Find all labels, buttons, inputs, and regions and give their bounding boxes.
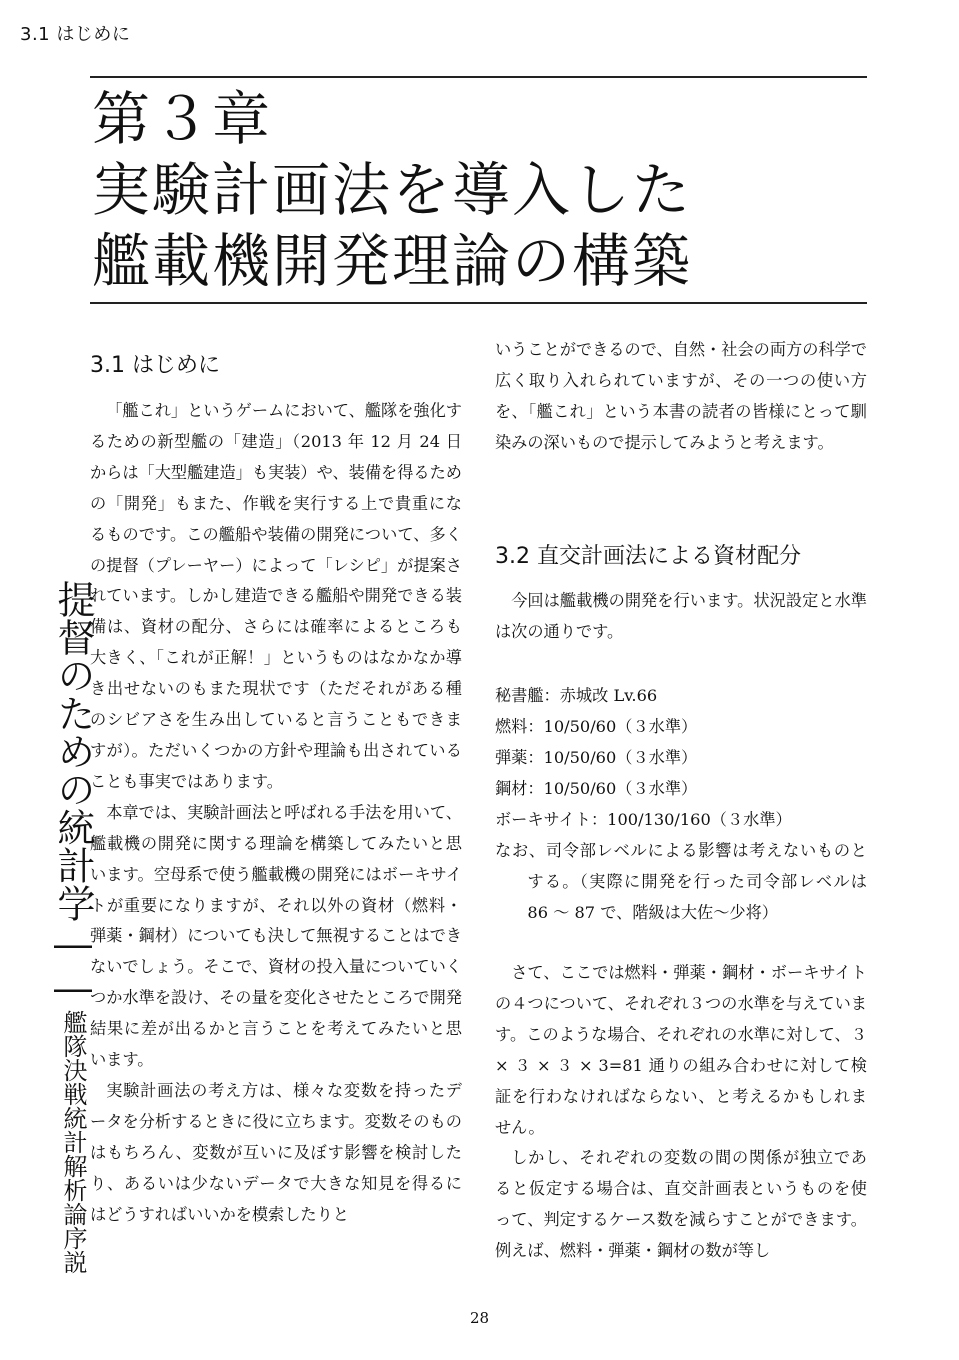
chapter-title-line: 実験計画法を導入した [92,156,693,224]
section-heading: 3.2 直交計画法による資材配分 [495,544,801,569]
body-paragraph: さて、ここでは燃料・弾薬・鋼材・ボーキサイトの４つについて、それぞれ３つの水準を与えています。このような場合、それぞれの水準に対して、３ × ３ × ３ × 3=81 通りの組み合わせに対して検証を行わなければならない、と考えるかもしれません。 [495,963,867,1137]
running-head: 3.1 はじめに [20,24,131,45]
left-column [90,396,462,1230]
page-number: 28 [469,1309,490,1327]
body-paragraph: いうことができるので、自然・社会の両方の科学で広く取り入れられていますが、その一つの使い方を、「艦これ」という本書の読者の皆様にとって馴染みの深いもので提示してみようと考えます。 [495,340,867,452]
body-paragraph: 今回は艦載機の開発を行います。状況設定と水準は次の通りです。 [495,591,867,641]
book-title-subtitle: 艦隊決戦統計解析論序説 [59,1010,87,1274]
right-column-body [495,958,867,1267]
chapter-title [92,84,862,297]
settings-note: なお、司令部レベルによる影響は考えないものとする。（実際に開発を行った司令部レベルは 86 ～ 87 で、階級は大佐～少将） [495,841,867,922]
settings-item: 弾薬：10/50/60（３水準） [495,748,698,767]
title-top-rule [90,76,867,78]
body-paragraph: 「艦これ」というゲームにおいて、艦隊を強化するための新型艦の「建造」（2013 年 12 月 24 日からは「大型艦建造」も実装）や、装備を得るための「開発」もまた、作戦を実行する上で貴重になるものです。この艦船や装備の開発について、多くの提督（プレーヤー）によって「レシピ」が提案されています。しかし建造できる艦船や開発できる装備は、資材の配分、さらには確率によるところも大きく、「これが正解！」というものはなかなか導き出せないのもまた現状です（ただそれがある種のシビアさを生み出していると言うこともできますが）。ただいくつかの方針や理論も出されていることも事実ではあります。 [90,401,462,791]
settings-list [495,680,867,928]
chapter-title-line: 第３章 [92,85,273,153]
right-column-continuation [495,335,867,459]
body-paragraph: しかし、それぞれの変数の間の関係が独立であると仮定する場合は、直交計画表というものを使って、判定するケース数を減らすことができます。例えば、燃料・弾薬・鋼材の数が等し [495,1148,867,1261]
book-title-main: 提督のための統計学―― [51,580,95,1010]
body-paragraph: 本章では、実験計画法と呼ばれる手法を用いて、艦載機の開発に関する理論を構築してみたいと思います。空母系で使う艦載機の開発にはボーキサイトが重要になりますが、それ以外の資材（燃料・弾薬・鋼材）についても決して無視することはできないでしょう。そこで、資材の投入量についていくつか水準を設け、その量を変化させたところで開発結果に差が出るかと言うことを考えてみたいと思います。 [90,802,462,1070]
chapter-title-line: 艦載機開発理論の構築 [92,227,693,295]
section-heading: 3.1 はじめに [90,353,220,378]
settings-item: ボーキサイト：100/130/160（３水準） [495,810,792,829]
title-bottom-rule [90,302,867,304]
section-intro [495,586,867,648]
body-paragraph: 実験計画法の考え方は、様々な変数を持ったデータを分析するときに役に立ちます。変数そのものはもちろん、変数が互いに及ぼす影響を検討したり、あるいは少ないデータで大きな知見を得るにはどうすればいいかを模索したりと [90,1080,462,1224]
settings-item: 秘書艦：赤城改 Lv.66 [495,686,658,705]
book-title-vertical [26,580,96,1280]
settings-item: 燃料：10/50/60（３水準） [495,717,698,736]
settings-item: 鋼材：10/50/60（３水準） [495,779,698,798]
